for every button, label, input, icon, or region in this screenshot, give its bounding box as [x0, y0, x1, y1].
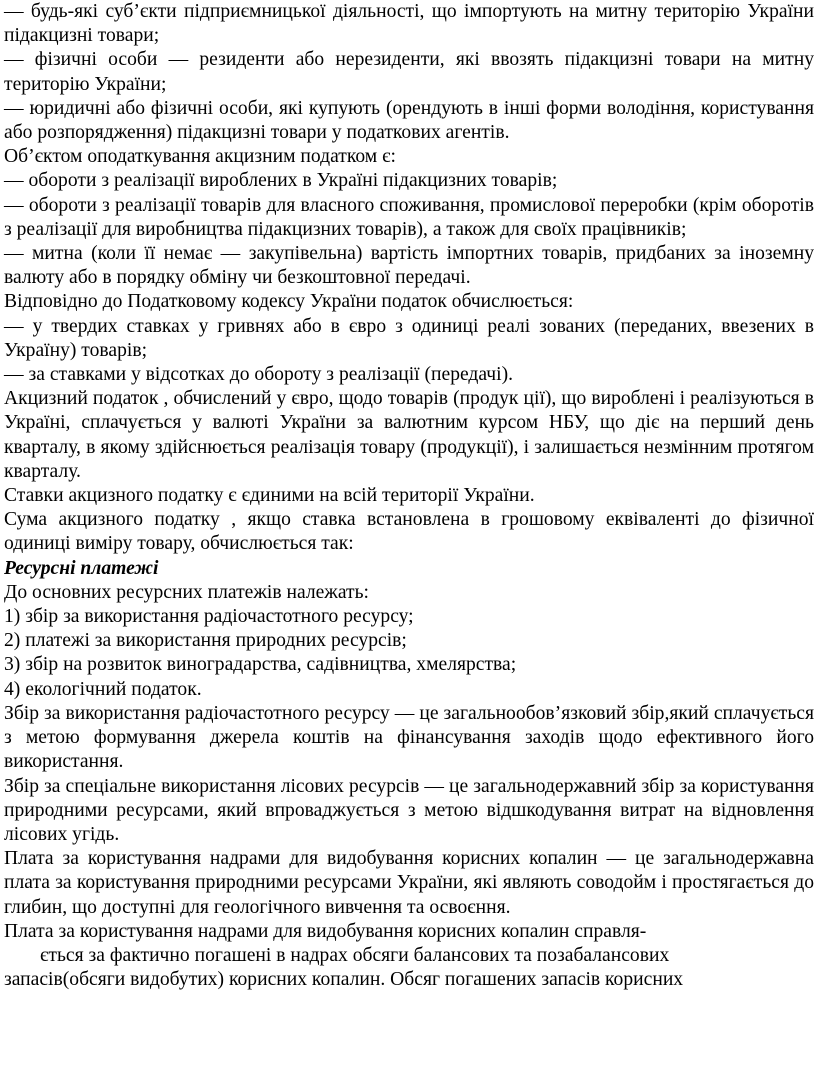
paragraph: ється за фактично погашені в надрах обсяги балансових та позабалансових — [40, 944, 670, 966]
paragraph: — митна (коли її немає — закупівельна) вартість імпортних товарів, придбаних за іноземну валюту або в порядку обміну чи безкоштовної передачі. — [4, 243, 814, 289]
paragraph: Збір за використання радіочастотного ресурсу — це загальнообов’язковий збір,який сплачується з метою формування джерела коштів на фінансування заходів щодо ефективного його використання. — [4, 702, 814, 773]
list-item: 2) платежі за використання природних ресурсів; — [4, 630, 407, 652]
paragraph: Акцизний податок , обчислений у євро, щодо товарів (продук ції), що вироблені і реалізуються в Україні, сплачується у валюті України за валютним курсом НБУ, що діє на перший день кварталу, в якому здійснюється реалізація товару (продукції), і залишається незмінним протягом кварталу. — [4, 388, 814, 482]
paragraph: — обороти з реалізації вироблених в Україні підакцизних товарів; — [4, 170, 558, 192]
paragraph: Ставки акцизного податку є єдиними на всій території України. — [4, 485, 535, 507]
paragraph: Сума акцизного податку , якщо ставка встановлена в грошовому еквіваленті до фізичної одиниці виміру товару, обчислюється так: — [4, 509, 814, 555]
paragraph: Плата за користування надрами для видобування корисних копалин — це загальнодержавна плата за користування природними ресурсами України, які являють соводойм і простягається до глибин, що доступні для геологічного вивчення та освоєння. — [4, 848, 814, 918]
paragraph: — обороти з реалізації товарів для власного споживання, промислової переробки (крім оборотів з реалізації для виробництва підакцизних товарів), а також для своїх працівників; — [4, 194, 814, 240]
list-item: 3) збір на розвиток виноградарства, садівництва, хмелярства; — [4, 654, 517, 676]
paragraph: Збір за спеціальне використання лісових ресурсів — це загальнодержавний збір за користування природними ресурсами, який впроваджується з метою відшкодування витрат на відновлення лісових угідь. — [4, 775, 814, 845]
list-item: 1) збір за використання радіочастотного ресурсу; — [4, 606, 414, 628]
list-item: 4) екологічний податок. — [4, 678, 202, 700]
paragraph: — фізичні особи — резиденти або нерезиденти, які ввозять підакцизні товари на митну територію України; — [4, 49, 814, 95]
paragraph: — за ставками у відсотках до обороту з реалізації (передачі). — [4, 364, 514, 386]
section-heading: Ресурсні платежі — [4, 557, 159, 579]
paragraph: Об’єктом оподаткування акцизним податком є: — [4, 146, 396, 168]
paragraph: — будь-які суб’єкти підприємницької діяльності, що імпортують на митну територію України підакцизні товари; — [4, 1, 814, 47]
paragraph: запасів(обсяги видобутих) корисних копалин. Обсяг погашених запасів корисних — [4, 969, 684, 991]
paragraph: — юридичні або фізичні особи, які купують (орендують в інші форми володіння, користування або розпорядження) підакцизні товари у податкових агентів. — [4, 97, 814, 144]
paragraph: — у твердих ставках у гривнях або в євро з одиниці реалі зованих (переданих, ввезених в Україну) товарів; — [4, 315, 814, 361]
paragraph: Плата за користування надрами для видобування корисних копалин справля- — [4, 920, 647, 942]
paragraph: Відповідно до Податковому кодексу України податок обчислюється: — [4, 291, 574, 313]
paragraph: До основних ресурсних платежів належать: — [4, 581, 369, 603]
